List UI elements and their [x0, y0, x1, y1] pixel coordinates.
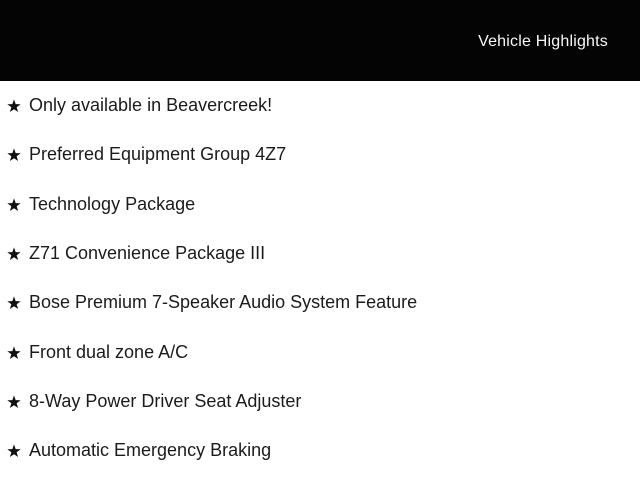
highlight-text: Preferred Equipment Group 4Z7 — [29, 144, 287, 165]
list-item — [0, 81, 640, 130]
star-icon — [7, 395, 21, 409]
list-item — [0, 130, 640, 179]
list-item — [0, 426, 640, 475]
list-item — [0, 327, 640, 376]
list-item — [0, 180, 640, 229]
highlight-text: Front dual zone A/C — [29, 341, 189, 362]
star-icon — [7, 247, 21, 261]
star-icon — [7, 444, 21, 458]
star-icon — [7, 148, 21, 162]
star-icon — [7, 99, 21, 113]
highlight-text: Only available in Beavercreek! — [29, 95, 273, 116]
highlight-text: Bose Premium 7-Speaker Audio System Feature — [29, 292, 418, 313]
highlight-text: Automatic Emergency Braking — [29, 440, 272, 461]
page-title: Vehicle Highlights — [478, 33, 608, 50]
highlight-text: Z71 Convenience Package III — [29, 243, 266, 264]
header-bar — [0, 0, 640, 81]
star-icon — [7, 296, 21, 310]
highlight-text: Technology Package — [29, 193, 196, 214]
list-item — [0, 229, 640, 278]
highlights-list — [0, 81, 640, 475]
list-item — [0, 278, 640, 327]
list-item — [0, 377, 640, 426]
star-icon — [7, 198, 21, 212]
highlight-text: 8-Way Power Driver Seat Adjuster — [29, 390, 302, 411]
star-icon — [7, 346, 21, 360]
